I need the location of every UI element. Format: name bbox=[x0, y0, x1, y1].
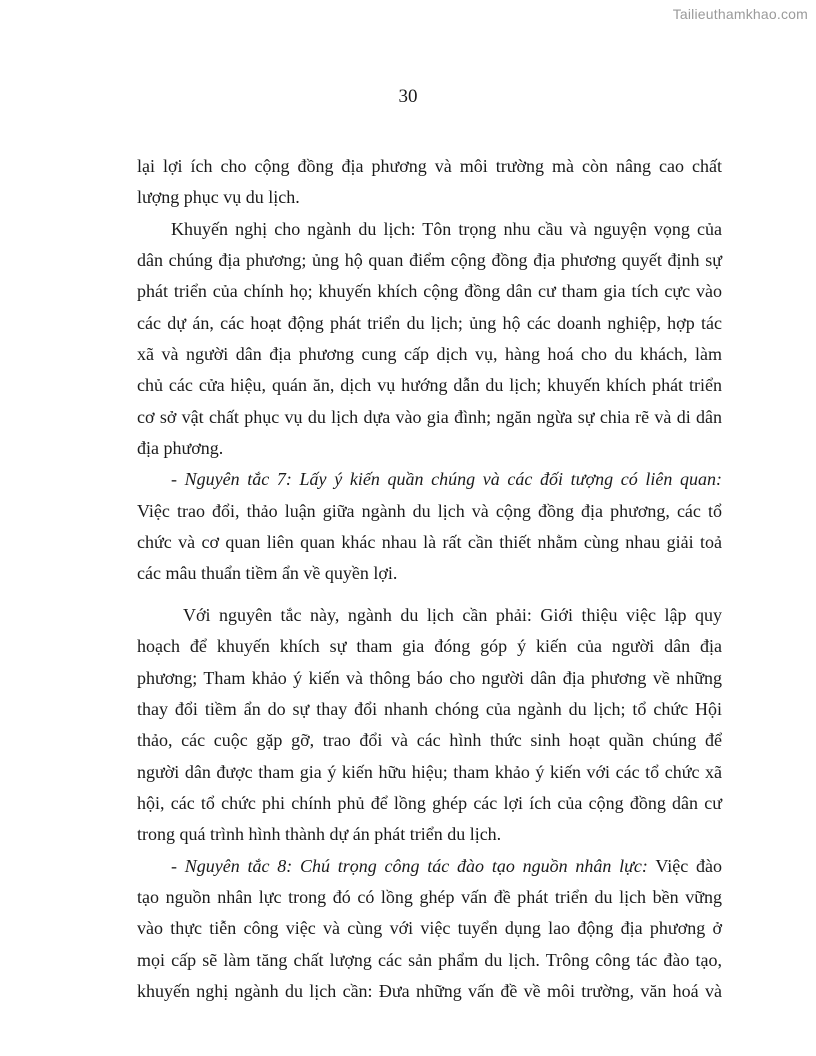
text-line: người dân được tham gia ý kiến hữu hiệu; tham khảo ý kiến với các tổ chức xã bbox=[137, 761, 722, 782]
text-line: lại lợi ích cho cộng đồng địa phương và môi trường mà còn nâng cao chất bbox=[137, 156, 722, 176]
principle-lead-text: Việc đào bbox=[647, 855, 722, 876]
site-watermark: Tailieuthamkhao.com bbox=[672, 6, 808, 22]
text-line: cơ sở vật chất phục vụ du lịch dựa vào gia đình; ngăn ngừa sự chia rẽ và di dân bbox=[137, 406, 722, 427]
text-line: khuyến nghị ngành du lịch cần: Đưa những vấn đề về môi trường, văn hoá và bbox=[137, 980, 722, 1001]
paragraph bbox=[137, 464, 722, 589]
text-line: các dự án, các hoạt động phát triển du lịch; ủng hộ các doanh nghiệp, hợp tác bbox=[137, 312, 722, 333]
text-line: phát triển của chính họ; khuyến khích cộng đồng dân cư tham gia tích cực vào bbox=[137, 281, 722, 302]
text-line: lượng phục vụ du lịch. bbox=[137, 187, 300, 208]
paragraph bbox=[137, 851, 722, 1008]
text-line: Việc trao đổi, thảo luận giữa ngành du lịch và cộng đồng địa phương, các tổ bbox=[137, 500, 722, 521]
text-line: thay đổi tiềm ẩn do sự thay đổi nhanh chóng của ngành du lịch; tổ chức Hội bbox=[137, 698, 722, 719]
text-line: hội, các tổ chức phi chính phủ để lồng ghép các lợi ích của cộng đồng dân cư bbox=[137, 792, 722, 813]
principle-heading: - Nguyên tắc 8: Chú trọng công tác đào tạo nguồn nhân lực: bbox=[171, 855, 648, 876]
text-line: chủ các cửa hiệu, quán ăn, dịch vụ hướng dẫn du lịch; khuyến khích phát triển bbox=[137, 375, 722, 396]
page-number: 30 bbox=[398, 86, 418, 107]
text-line: chức và cơ quan liên quan khác nhau là rất cần thiết nhằm cùng nhau giải toả bbox=[137, 532, 722, 553]
text-line: các mâu thuẩn tiềm ẩn về quyền lợi. bbox=[137, 563, 398, 584]
text-line: Với nguyên tắc này, ngành du lịch cần phải: Giới thiệu việc lập quy bbox=[183, 604, 722, 625]
text-line: xã và người dân địa phương cung cấp dịch vụ, hàng hoá cho du khách, làm bbox=[137, 344, 722, 365]
text-line: thảo, các cuộc gặp gỡ, trao đổi và các hình thức sinh hoạt quần chúng để bbox=[137, 730, 722, 751]
paragraph bbox=[137, 600, 722, 851]
text-line: phương; Tham khảo ý kiến và thông báo cho người dân địa phương về những bbox=[137, 667, 722, 688]
text-line: dân chúng địa phương; ủng hộ quan điểm cộng đồng địa phương quyết định sự bbox=[137, 250, 722, 271]
text-line: địa phương. bbox=[137, 438, 224, 459]
document-body bbox=[137, 151, 722, 1007]
paragraph bbox=[137, 151, 722, 214]
text-line: Khuyến nghị cho ngành du lịch: Tôn trọng nhu cầu và nguyện vọng của bbox=[171, 218, 722, 239]
text-line: hoạch để khuyến khích sự tham gia đóng góp ý kiến của người dân địa bbox=[137, 636, 722, 657]
paragraph bbox=[137, 214, 722, 465]
principle-heading: - Nguyên tắc 7: Lấy ý kiến quần chúng và các đối tượng có liên quan: bbox=[171, 469, 722, 490]
text-line: mọi cấp sẽ làm tăng chất lượng các sản phẩm du lịch. Trông công tác đào tạo, bbox=[137, 949, 722, 970]
paragraph-gap bbox=[137, 590, 722, 600]
text-line: tạo nguồn nhân lực trong đó có lồng ghép vấn đề phát triển du lịch bền vững bbox=[137, 886, 722, 907]
text-line bbox=[137, 464, 722, 495]
text-line: vào thực tiễn công việc và cùng với việc tuyển dụng lao động địa phương ở bbox=[137, 918, 722, 939]
text-line: trong quá trình hình thành dự án phát triển du lịch. bbox=[137, 824, 502, 845]
text-line bbox=[137, 851, 722, 882]
